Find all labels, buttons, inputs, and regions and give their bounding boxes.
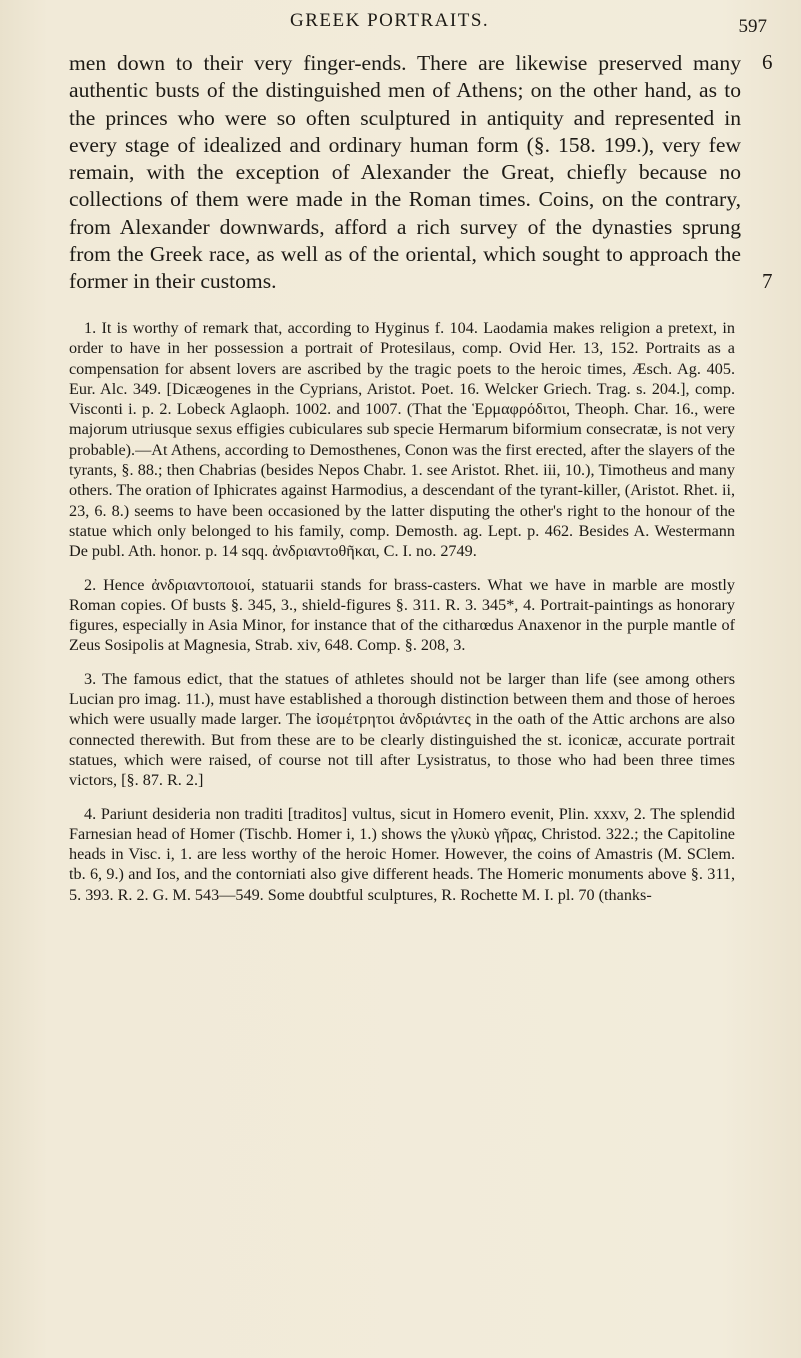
- footnote-3: 3. The famous edict, that the statues of athletes should not be larger than life (see among others Lucian pro imag. 11.), must have established a thorough distinction between them and those of heroes which were usually made larger. The ἰσομέτρητοι ἀνδριάντες in the oath of the Attic archons are also connected therewith. But from these are to be clearly distinguished the st. iconicæ, accurate portrait statues, which were raised, of course not till after Lysistratus, to those who had been three times victors, [§. 87. R. 2.]: [69, 669, 735, 790]
- main-text: men down to their very finger-ends. There are likewise preserved many authentic busts of the distinguished men of Athens; on the other hand, as to the princes who were so often sculptured in antiquity and represented in every stage of idealized and ordinary human form (§. 158. 199.), very few remain, with the exception of Alexander the Great, chiefly because no collections of them were made in the Roman times. Coins, on the contrary, from Alexander downwards, afford a rich survey of the dynasties sprung from the Greek race, as well as of the oriental, which sought to approach the former in their customs.: [69, 51, 741, 294]
- margin-number-7: 7: [762, 269, 773, 293]
- footnotes: [69, 318, 735, 905]
- margin-number-6: 6: [762, 50, 773, 74]
- page-number: 597: [738, 16, 767, 37]
- footnote-2: 2. Hence ἀνδριαντοποιοί, statuarii stands for brass-casters. What we have in marble are mostly Roman copies. Of busts §. 345, 3., shield-figures §. 311. R. 3. 345*, 4. Portrait-paintings as honorary figures, especially in Asia Minor, for instance that of the citharœdus Anaxenor in the purple mantle of Zeus Sosipolis at Magnesia, Strab. xiv, 648. Comp. §. 208, 3.: [69, 575, 735, 655]
- page-header: [0, 6, 801, 36]
- footnote-1: 1. It is worthy of remark that, according to Hyginus f. 104. Laodamia makes religion a pretext, in order to have in her possession a portrait of Protesilaus, comp. Ovid Her. 13, 152. Portraits as a compensation for absent lovers are ascribed by the tragic poets to the heroic times, Æsch. Ag. 405. Eur. Alc. 349. [Dicæogenes in the Cyprians, Aristot. Poet. 16. Welcker Griech. Trag. s. 204.], comp. Visconti i. p. 2. Lobeck Aglaoph. 1002. and 1007. (That the Ἑρμαφρόδιτοι, Theoph. Char. 16., were majorum utriusque sexus effigies cubiculares sub specie Hermarum biformium consecratæ, is not very probable).—At Athens, according to Demosthenes, Conon was the first erected, after the slayers of the tyrants, §. 88.; then Chabrias (besides Nepos Chabr. 1. see Aristot. Rhet. iii, 10.), Timotheus and many others. The oration of Iphicrates against Harmodius, a descendant of the tyrant-killer, (Aristot. Rhet. ii, 23, 6. 8.) seems to have been occasioned by the latter disputing the other's right to the honour of the statue which only belonged to his family, comp. Demosth. ag. Lept. p. 462. Besides A. Westermann De publ. Ath. honor. p. 14 sqq. ἀνδριαντοθῆκαι, C. I. no. 2749.: [69, 319, 735, 561]
- running-head: GREEK PORTRAITS.: [290, 10, 490, 31]
- main-paragraph: [69, 50, 741, 296]
- footnote-4: 4. Pariunt desideria non traditi [traditos] vultus, sicut in Homero evenit, Plin. xxxv, 2. The splendid Farnesian head of Homer (Tischb. Homer i, 1.) shows the γλυκὺ γῆρας, Christod. 322.; the Capitoline heads in Visc. i, 1. are less worthy of the heroic Homer. However, the coins of Amastris (M. SClem. tb. 6, 9.) and Ios, and the contorniati also give different heads. The Homeric monuments above §. 311, 5. 393. R. 2. G. M. 543—549. Some doubtful sculptures, R. Rochette M. I. pl. 70 (thanks-: [69, 804, 735, 904]
